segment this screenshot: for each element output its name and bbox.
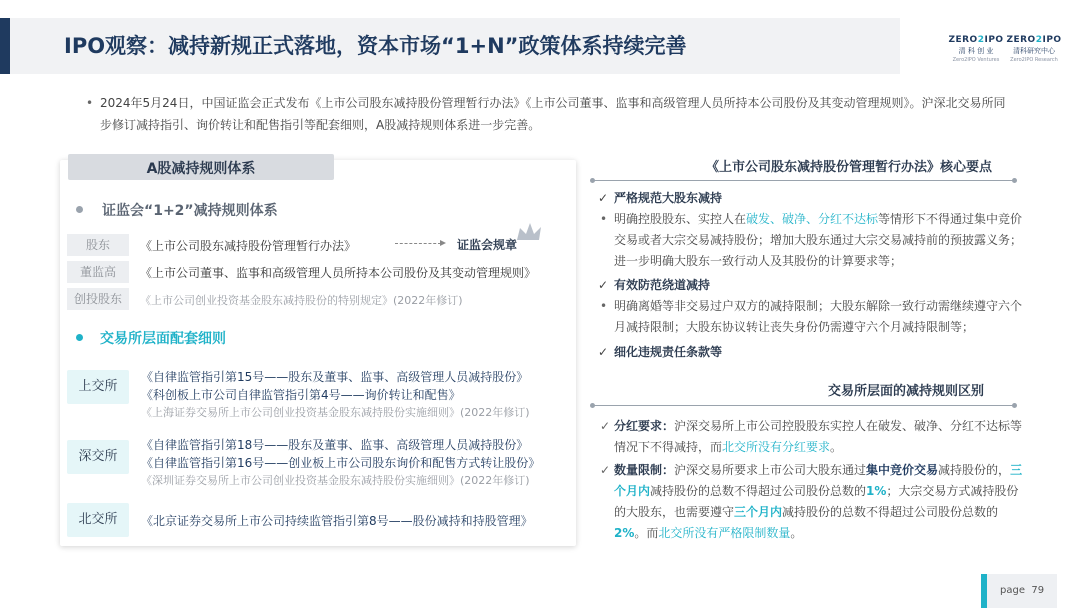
check-icon: ✓ — [598, 345, 609, 359]
diff-title: 分红要求： — [614, 419, 675, 433]
check-icon: ✓ — [600, 419, 611, 433]
bullet-icon: • — [600, 299, 608, 313]
rule-line: 《上海证券交易所上市公司创业投资基金股东减持股份实施细则》(2022年修订) — [141, 406, 530, 419]
text-segment: ；大宗交易方式减持股份的大股东，也需要遵守 — [614, 484, 1019, 519]
rule-line: 《自律监管指引第16号——创业板上市公司股东询价和配售方式转让股份》 — [141, 456, 541, 470]
role-tag-vc: 创投股东 — [67, 288, 129, 310]
point-2-text: 明确离婚等非交易过户双方的减持限制；大股东解除一致行动需继续遵守六个月减持限制；大股东协议转让丧失身份仍需遵守六个月减持限制等； — [614, 299, 1023, 334]
logo-text: 2 — [1035, 35, 1043, 45]
page-title: IPO观察：减持新规正式落地，资本市场“1+N”政策体系持续完善 — [64, 34, 687, 58]
highlight-text: 北交所没有严格限制数量 — [658, 526, 791, 540]
text-segment: 减持股份的总数不得超过公司股份总数的 — [650, 484, 867, 498]
page-number — [1000, 585, 1044, 596]
logo-subtitle: 清科研究中心 — [1013, 47, 1055, 55]
text-segment: 沪深交易所要求上市公司大股东通过 — [674, 463, 867, 477]
point-3 — [598, 342, 722, 363]
rule-line: 《深圳证券交易所上市公司创业投资基金股东减持股份实施细则》(2022年修订) — [141, 474, 530, 487]
exchange-tag-bse: 北交所 — [67, 503, 129, 537]
core-points-heading: 《上市公司股东减持股份管理暂行办法》核心要点 — [706, 160, 993, 175]
text-segment: 。 — [830, 440, 843, 454]
rule-line: 《科创板上市公司自律监管指引第4号——询价转让和配售》 — [141, 388, 461, 402]
crown-icon — [514, 220, 544, 244]
logo-text: 2 — [977, 35, 985, 45]
highlight-text: 三个月内 — [614, 463, 1023, 498]
rule-line: 《北京证券交易所上市公司持续监管指引第8号——股份减持和持股管理》 — [141, 514, 533, 528]
diff-title: 数量限制： — [614, 463, 675, 477]
section-dot — [76, 334, 83, 341]
logo-text: IPO — [984, 35, 1004, 45]
point-title: 有效防范绕道减持 — [614, 278, 711, 292]
logo-text: IPO — [1042, 35, 1062, 45]
rule-dot — [1012, 403, 1017, 408]
highlight-text: 破发、破净、分红不达标 — [746, 212, 879, 226]
exchange-diff-heading: 交易所层面的减持规则区别 — [828, 384, 985, 399]
exchange-heading: 交易所层面配套细则 — [100, 331, 226, 347]
logo-zero2ipo-research — [1008, 35, 1060, 63]
logo-text: ZERO — [948, 35, 978, 45]
logo-zero2ipo-ventures — [950, 35, 1002, 63]
diff-1-text — [614, 416, 1030, 458]
point-1 — [598, 188, 722, 209]
page-label: page — [1000, 585, 1025, 596]
csrc-rule-label: 证监会规章 — [457, 238, 518, 252]
logo-caption: Zero2IPO Research — [1010, 57, 1058, 63]
point-title: 细化违规责任条款等 — [614, 345, 723, 359]
heading-rule — [594, 180, 1014, 181]
highlight-text: 1% — [866, 484, 887, 498]
text-segment: 减持股份的， — [938, 463, 1011, 477]
logo-subtitle: 清 科 创 业 — [958, 47, 994, 55]
point-1-text — [614, 209, 1030, 272]
highlight-text: 2% — [614, 526, 635, 540]
highlight-text: 北交所没有分红要求 — [722, 440, 831, 454]
logo-text: ZERO — [1006, 35, 1036, 45]
page-number-value: 79 — [1031, 585, 1045, 596]
rule-line: 《自律监管指引第15号——股东及董事、监事、高级管理人员减持股份》 — [141, 370, 529, 384]
arrow-head-icon — [440, 240, 446, 246]
rule-dje: 《上市公司董事、监事和高级管理人员所持本公司股份及其变动管理规则》 — [140, 266, 537, 280]
role-tag-dje: 董监高 — [67, 261, 129, 283]
title-accent — [0, 18, 10, 74]
check-icon: ✓ — [600, 463, 611, 477]
arrow-line — [395, 243, 441, 244]
rule-line: 《自律监管指引第18号——股东及董事、监事、高级管理人员减持股份》 — [141, 438, 529, 452]
rule-shareholder: 《上市公司股东减持股份管理暂行办法》 — [140, 239, 357, 253]
check-icon: ✓ — [598, 191, 609, 205]
highlight-text: 三个月内 — [734, 505, 783, 519]
rule-dot — [1012, 178, 1017, 183]
rule-vc: 《上市公司创业投资基金股东减持股份的特别规定》(2022年修订) — [140, 294, 463, 307]
highlight-text: 集中竞价交易 — [866, 463, 939, 477]
heading-rule — [594, 405, 1014, 406]
intro-bullet: • — [86, 96, 94, 110]
text-segment: 。而 — [634, 526, 659, 540]
logo-caption: Zero2IPO Ventures — [952, 57, 1000, 63]
point-title: 严格规范大股东减持 — [614, 191, 723, 205]
text-segment: 减持股份的总数不得超过公司股份总数的 — [782, 505, 999, 519]
exchange-tag-szse: 深交所 — [67, 440, 129, 474]
logos — [950, 34, 1060, 64]
text-segment: 。 — [790, 526, 803, 540]
text-segment: 沪深交易所上市公司控股股东实控人在破发、破净、分红不达标等情况下不得减持，而 — [614, 419, 1023, 454]
check-icon: ✓ — [598, 278, 609, 292]
role-tag-shareholder: 股东 — [67, 234, 129, 256]
section-dot — [76, 206, 83, 213]
exchange-tag-sse: 上交所 — [67, 370, 129, 404]
intro-text: 2024年5月24日，中国证监会正式发布《上市公司股东减持股份管理暂行办法》《上市公司董事、监事和高级管理人员所持本公司股份及其变动管理规则》。沪深北交易所同步修订减持指引、询价转让和配售指引等配套细则，A股减持规则体系进一步完善。 — [100, 96, 1006, 132]
point-2 — [598, 275, 710, 296]
text-segment: 明确控股股东、实控人在 — [614, 212, 747, 226]
csrc-heading: 证监会“1+2”减持规则体系 — [102, 203, 278, 219]
panel-title: A股减持规则体系 — [146, 161, 256, 177]
bullet-icon: • — [600, 212, 608, 226]
diff-2-text — [614, 460, 1030, 544]
text-segment: 等情形下不得通过集中竞价交易或者大宗交易减持股份；增加大股东通过大宗交易减持前的预披露义务；进一步明确大股东一致行动人及其股份的计算要求等； — [614, 212, 1023, 268]
